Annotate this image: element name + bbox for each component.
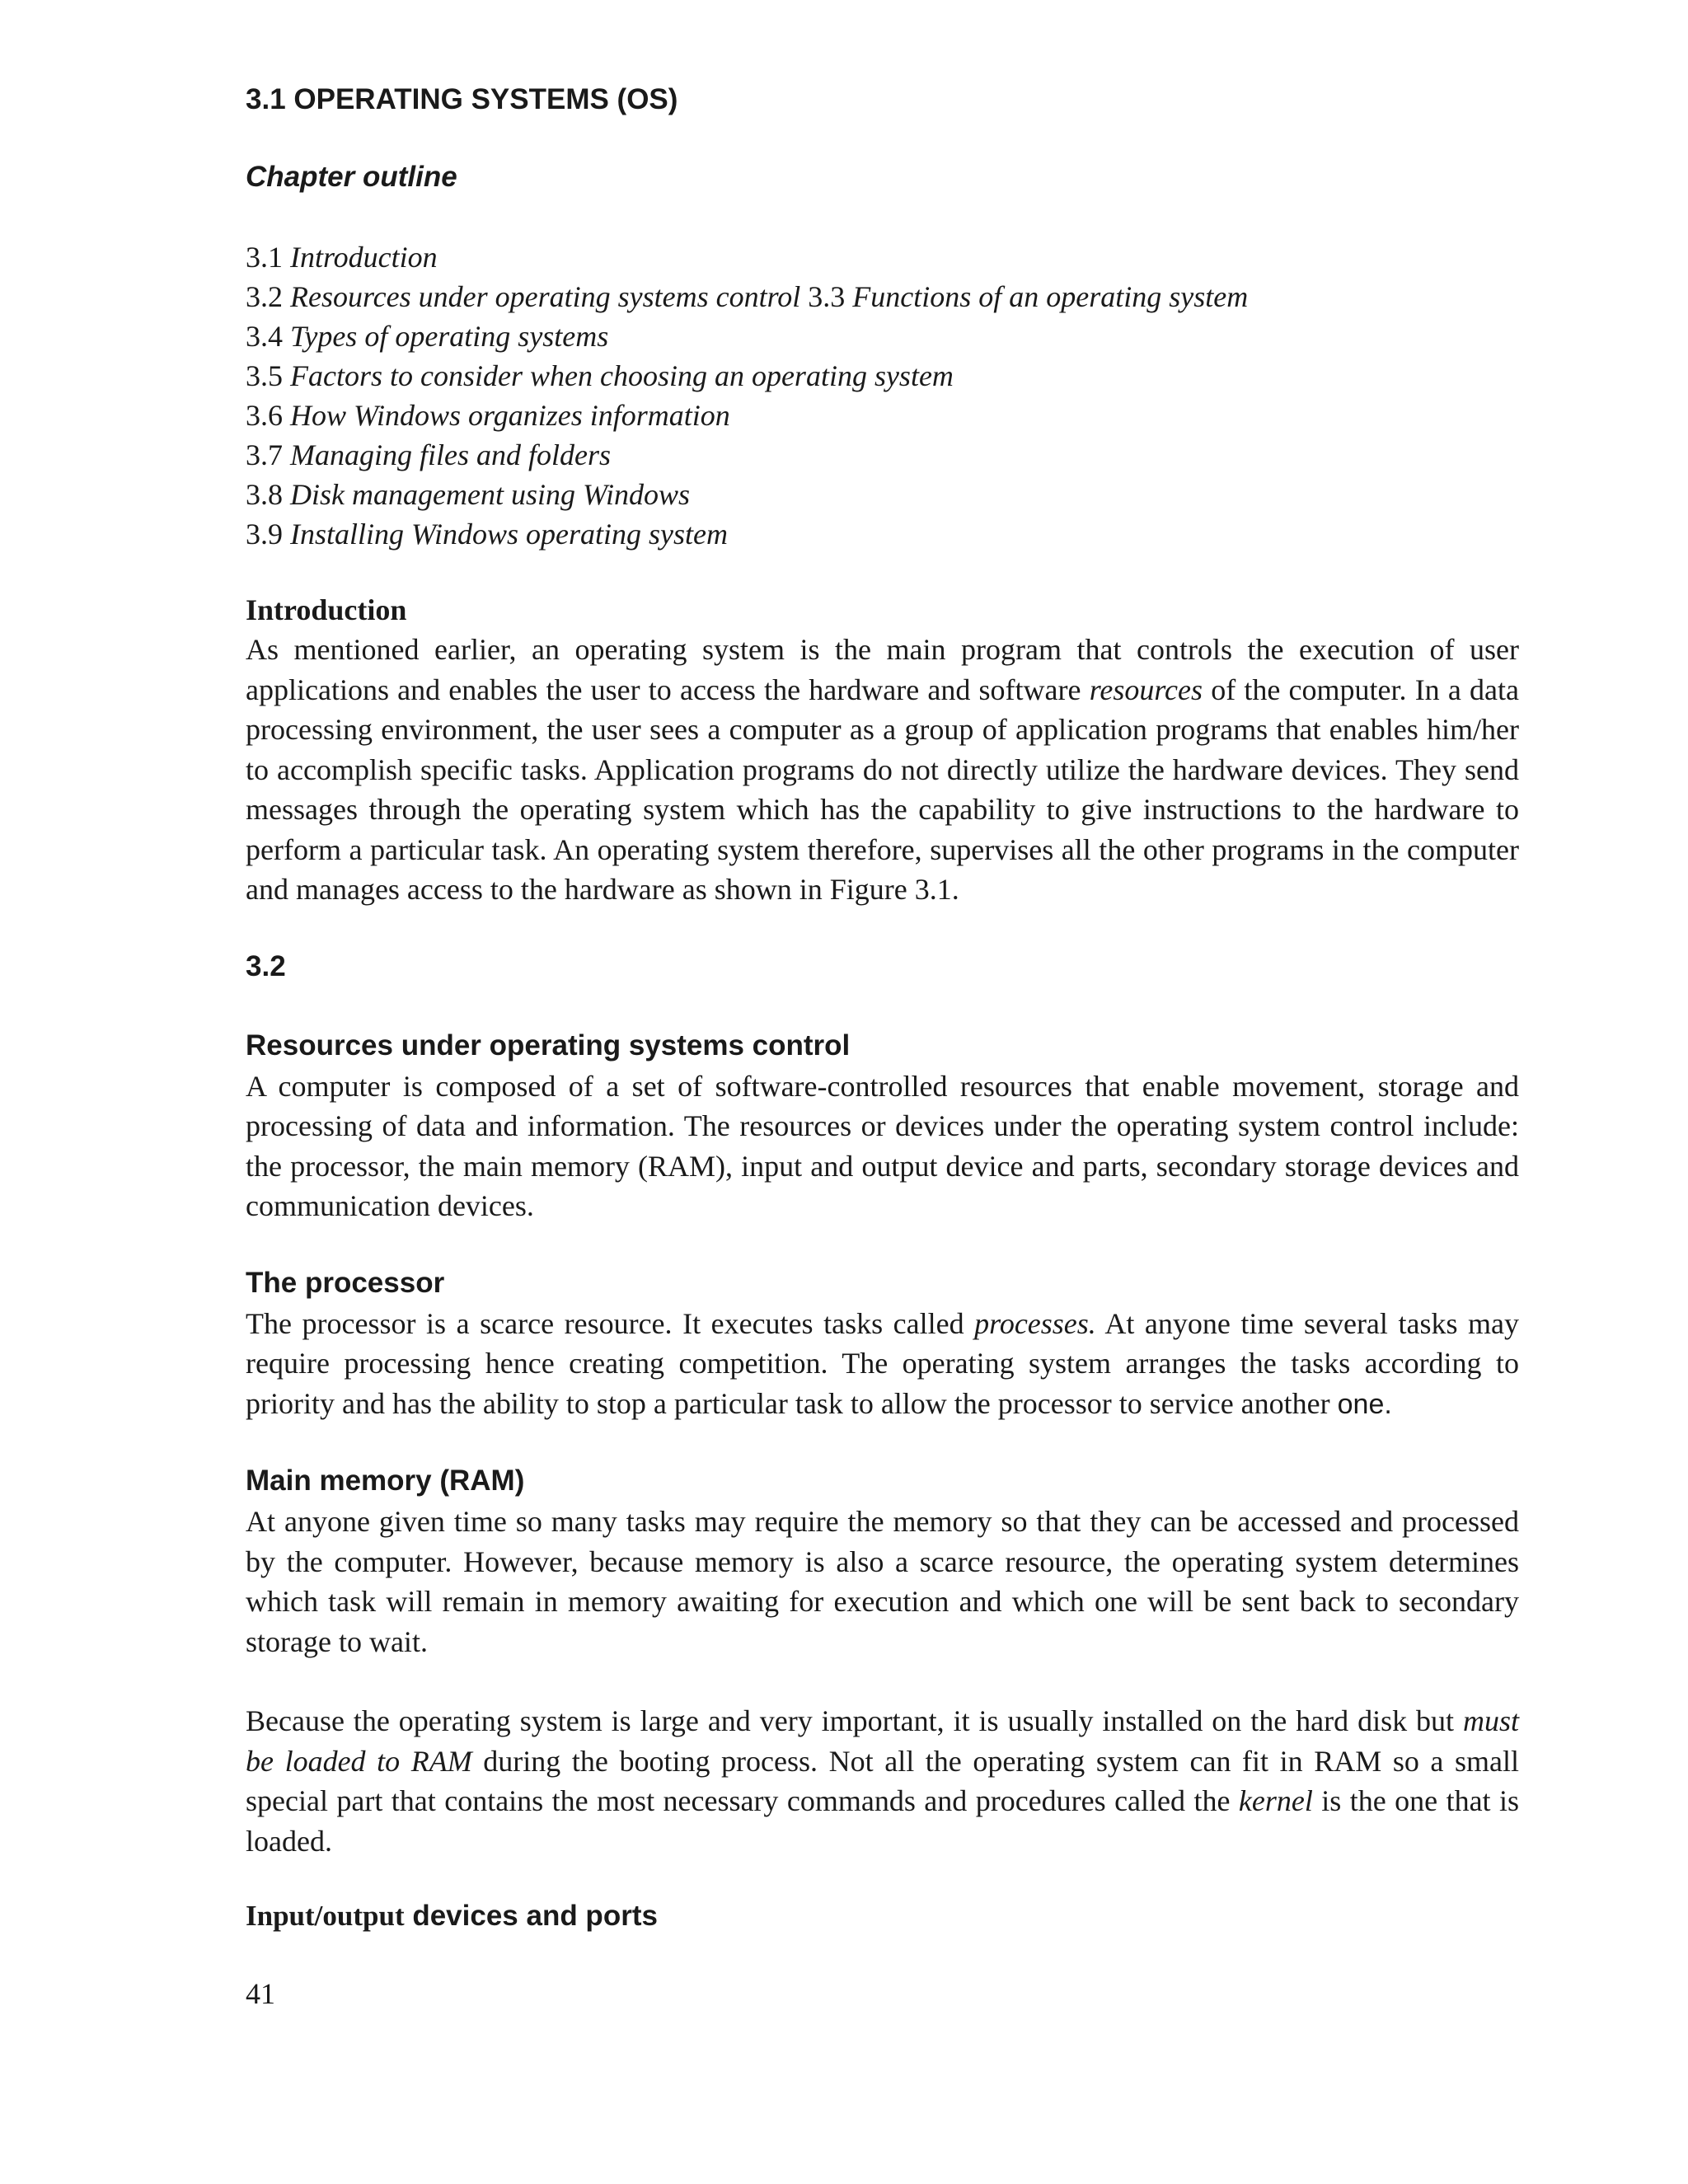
io-heading: Input/output devices and ports xyxy=(246,1900,658,1932)
toc-item: 3.1 Introduction xyxy=(246,241,438,274)
document-page xyxy=(246,82,1519,1943)
outline-title: Chapter outline xyxy=(246,161,457,193)
toc-item: 3.5 Factors to consider when choosing an operating system xyxy=(246,359,954,392)
chapter-heading: 3.1 OPERATING SYSTEMS (OS) xyxy=(246,83,678,115)
introduction-paragraph: As mentioned earlier, an operating system is the main program that controls the execution of user applications and enables the user to access the hardware and software resources of the computer. In a data processing environment, the user sees a computer as a group of application programs that enables him/her to accomplish specific tasks. Application programs do not directly utilize the hardware devices. They send messages through the operating system which has the capability to give instructions to the hardware to perform a particular task. An operating system therefore, supervises all the other programs in the computer and manages access to the hardware as shown in Figure 3.1. xyxy=(246,633,1519,906)
processor-paragraph: The processor is a scarce resource. It executes tasks called processes. At anyone time several tasks may require processing hence creating competition. The operating system arranges the tasks according to priority and has the ability to stop a particular task to allow the processor to service another one. xyxy=(246,1306,1519,1420)
memory-heading: Main memory (RAM) xyxy=(246,1465,525,1497)
toc-item: 3.9 Installing Windows operating system xyxy=(246,518,728,551)
toc-item: 3.8 Disk management using Windows xyxy=(246,478,690,511)
toc-item: 3.4 Types of operating systems xyxy=(246,320,609,353)
toc-item: 3.7 Managing files and folders xyxy=(246,438,611,471)
introduction-heading: Introduction xyxy=(246,593,407,626)
memory-paragraph-2: Because the operating system is large and very important, it is usually installed on the hard disk but must be loaded to RAM during the booting process. Not all the operating system can fit in RAM so a small special part that contains the most necessary commands and procedures called the kernel is the one that is loaded. xyxy=(246,1704,1519,1858)
page-number: 41 xyxy=(246,1977,275,2010)
processor-heading: The processor xyxy=(246,1266,445,1299)
memory-paragraph-1: At anyone given time so many tasks may require the memory so that they can be accessed and processed by the computer. However, because memory is also a scarce resource, the operating system determines which task will remain in memory awaiting for execution and which one will be sent back to secondary storage to wait. xyxy=(246,1505,1519,1658)
section-number: 3.2 xyxy=(246,949,286,982)
toc-item: 3.6 How Windows organizes information xyxy=(246,399,730,432)
toc-item: 3.2 Resources under operating systems control 3.3 Functions of an operating system xyxy=(246,280,1249,313)
section-heading-resources: Resources under operating systems control xyxy=(246,1029,851,1062)
resources-paragraph: A computer is composed of a set of software-controlled resources that enable movement, storage and processing of data and information. The resources or devices under the operating system control include: the processor, the main memory (RAM), input and output device and parts, secondary storage devices and communication devices. xyxy=(246,1069,1519,1222)
chapter-outline-list xyxy=(246,237,1519,554)
